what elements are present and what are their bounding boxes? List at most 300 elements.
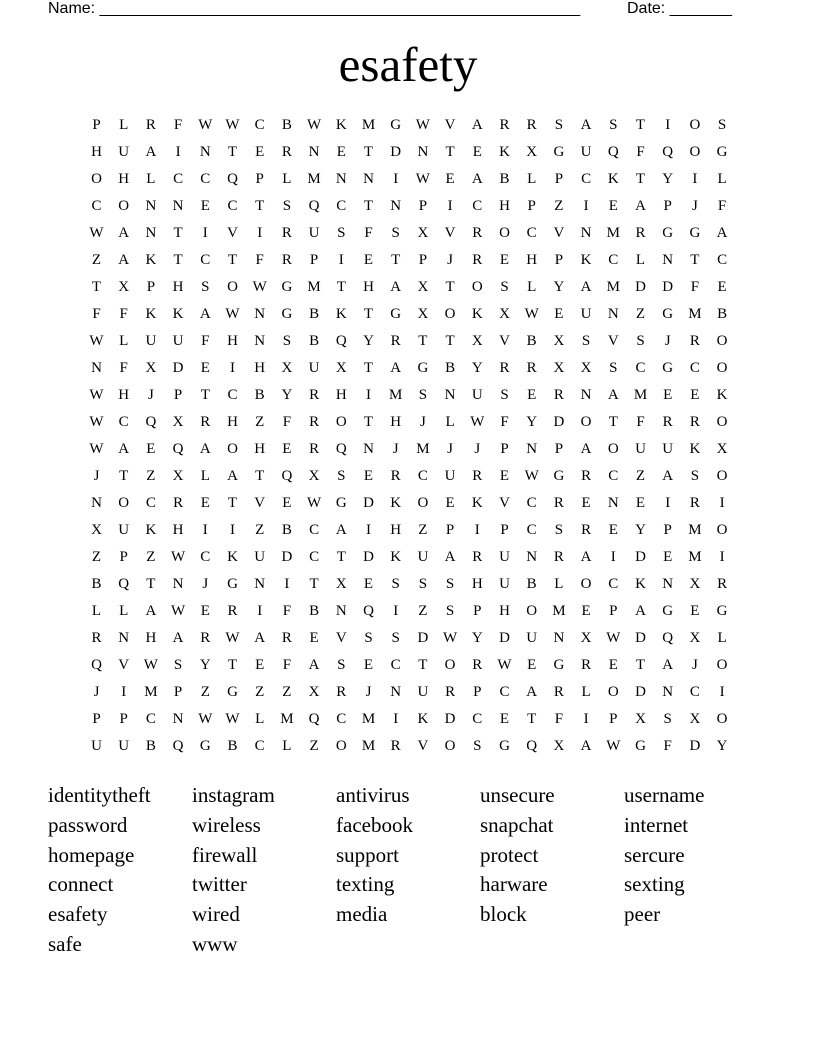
grid-letter[interactable]: O xyxy=(716,360,728,376)
grid-letter[interactable]: C xyxy=(526,495,537,511)
grid-letter[interactable]: L xyxy=(255,711,265,727)
grid-letter[interactable]: E xyxy=(200,360,210,376)
grid-letter[interactable]: L xyxy=(119,117,129,133)
grid-letter[interactable]: G xyxy=(716,144,728,160)
grid-letter[interactable]: Z xyxy=(146,549,156,565)
grid-letter[interactable]: T xyxy=(363,414,374,430)
grid-letter[interactable]: N xyxy=(662,684,674,700)
grid-letter[interactable]: L xyxy=(282,738,292,754)
grid-letter[interactable]: X xyxy=(553,333,565,349)
grid-letter[interactable]: Z xyxy=(146,468,156,484)
grid-letter[interactable]: P xyxy=(554,441,564,457)
grid-letter[interactable]: A xyxy=(390,279,402,295)
grid-letter[interactable]: N xyxy=(335,603,347,619)
grid-letter[interactable]: Q xyxy=(607,144,619,160)
grid-letter[interactable]: Q xyxy=(172,441,184,457)
grid-letter[interactable]: I xyxy=(583,711,589,727)
grid-letter[interactable]: N xyxy=(580,225,592,241)
grid-letter[interactable]: T xyxy=(200,387,210,403)
grid-letter[interactable]: Z xyxy=(635,306,646,322)
grid-letter[interactable]: R xyxy=(526,360,537,376)
grid-letter[interactable]: F xyxy=(282,414,292,430)
grid-letter[interactable]: T xyxy=(635,657,646,673)
grid-letter[interactable]: N xyxy=(363,171,374,187)
grid-letter[interactable]: C xyxy=(608,468,619,484)
grid-letter[interactable]: K xyxy=(335,306,347,322)
grid-letter[interactable]: I xyxy=(202,522,208,538)
grid-letter[interactable]: A xyxy=(580,549,592,565)
grid-letter[interactable]: F xyxy=(690,279,700,295)
grid-letter[interactable]: I xyxy=(719,495,725,511)
grid-letter[interactable]: M xyxy=(144,684,158,700)
grid-letter[interactable]: E xyxy=(363,252,374,268)
grid-letter[interactable]: Q xyxy=(91,657,102,673)
grid-letter[interactable]: P xyxy=(473,603,482,619)
grid-letter[interactable]: X xyxy=(308,684,320,700)
grid-letter[interactable]: P xyxy=(609,711,618,727)
grid-letter[interactable]: H xyxy=(390,414,402,430)
grid-letter[interactable]: U xyxy=(635,441,646,457)
grid-letter[interactable]: R xyxy=(472,657,483,673)
grid-letter[interactable]: J xyxy=(664,333,671,349)
grid-letter[interactable]: M xyxy=(361,711,376,727)
grid-letter[interactable]: G xyxy=(635,738,646,754)
grid-letter[interactable]: C xyxy=(91,198,102,214)
grid-letter[interactable]: X xyxy=(526,144,538,160)
grid-letter[interactable]: Y xyxy=(471,360,483,376)
grid-letter[interactable]: F xyxy=(282,657,292,673)
grid-letter[interactable]: I xyxy=(719,549,725,565)
date-field[interactable]: Date: _______ xyxy=(627,0,732,17)
grid-letter[interactable]: E xyxy=(499,711,510,727)
grid-letter[interactable]: I xyxy=(474,522,480,538)
grid-letter[interactable]: S xyxy=(717,117,727,133)
grid-letter[interactable]: E xyxy=(363,657,374,673)
grid-letter[interactable]: Z xyxy=(635,468,646,484)
grid-letter[interactable]: T xyxy=(173,252,183,268)
grid-letter[interactable]: R xyxy=(390,333,401,349)
grid-letter[interactable]: S xyxy=(554,522,564,538)
grid-letter[interactable]: R xyxy=(717,576,728,592)
grid-letter[interactable]: N xyxy=(172,711,184,727)
grid-letter[interactable]: R xyxy=(91,630,102,646)
grid-letter[interactable]: M xyxy=(361,117,376,133)
grid-letter[interactable]: A xyxy=(635,603,646,619)
grid-letter[interactable]: V xyxy=(499,333,510,349)
grid-letter[interactable]: M xyxy=(633,387,648,403)
grid-letter[interactable]: O xyxy=(444,657,456,673)
grid-letter[interactable]: S xyxy=(337,468,346,484)
grid-letter[interactable]: M xyxy=(606,279,620,295)
grid-letter[interactable]: P xyxy=(173,387,183,403)
grid-letter[interactable]: G xyxy=(227,576,238,592)
grid-letter[interactable]: C xyxy=(417,468,428,484)
grid-letter[interactable]: V xyxy=(118,657,130,673)
grid-letter[interactable]: A xyxy=(118,441,130,457)
grid-letter[interactable]: I xyxy=(284,576,290,592)
grid-letter[interactable]: J xyxy=(392,441,399,457)
grid-letter[interactable]: E xyxy=(499,252,510,268)
grid-letter[interactable]: U xyxy=(417,684,429,700)
grid-letter[interactable]: E xyxy=(554,306,564,322)
grid-letter[interactable]: S xyxy=(391,576,400,592)
grid-letter[interactable]: Y xyxy=(553,279,565,295)
grid-letter[interactable]: T xyxy=(690,252,700,268)
grid-letter[interactable]: N xyxy=(417,144,429,160)
grid-letter[interactable]: Z xyxy=(418,522,428,538)
grid-letter[interactable]: I xyxy=(338,252,344,268)
grid-letter[interactable]: N xyxy=(662,576,674,592)
grid-letter[interactable]: W xyxy=(225,630,240,646)
grid-letter[interactable]: Z xyxy=(309,738,319,754)
grid-letter[interactable]: F xyxy=(636,144,645,160)
grid-letter[interactable]: Z xyxy=(255,684,265,700)
grid-letter[interactable]: P xyxy=(554,252,564,268)
grid-letter[interactable]: J xyxy=(147,387,154,403)
grid-letter[interactable]: R xyxy=(499,117,510,133)
grid-letter[interactable]: W xyxy=(171,549,186,565)
grid-letter[interactable]: R xyxy=(309,414,320,430)
grid-letter[interactable]: T xyxy=(391,252,401,268)
grid-letter[interactable]: Y xyxy=(662,171,674,187)
grid-letter[interactable]: F xyxy=(282,603,292,619)
grid-letter[interactable]: X xyxy=(335,360,347,376)
grid-letter[interactable]: T xyxy=(445,144,455,160)
grid-letter[interactable]: S xyxy=(554,117,564,133)
grid-letter[interactable]: S xyxy=(473,738,482,754)
grid-letter[interactable]: E xyxy=(472,144,482,160)
grid-letter[interactable]: D xyxy=(363,495,374,511)
grid-letter[interactable]: E xyxy=(282,495,292,511)
grid-letter[interactable]: Y xyxy=(363,333,374,349)
grid-letter[interactable]: O xyxy=(118,495,130,511)
grid-letter[interactable]: H xyxy=(91,144,102,160)
grid-letter[interactable]: K xyxy=(172,306,184,322)
grid-letter[interactable]: X xyxy=(580,360,592,376)
grid-letter[interactable]: U xyxy=(499,549,510,565)
grid-letter[interactable]: B xyxy=(281,117,292,133)
grid-letter[interactable]: K xyxy=(607,171,619,187)
grid-letter[interactable]: I xyxy=(665,117,671,133)
grid-letter[interactable]: X xyxy=(689,711,701,727)
grid-letter[interactable]: H xyxy=(363,279,374,295)
grid-letter[interactable]: R xyxy=(472,549,483,565)
grid-letter[interactable]: P xyxy=(445,522,455,538)
grid-letter[interactable]: A xyxy=(118,252,130,268)
grid-letter[interactable]: L xyxy=(119,333,129,349)
grid-letter[interactable]: S xyxy=(201,279,210,295)
grid-letter[interactable]: S xyxy=(337,657,346,673)
grid-letter[interactable]: H xyxy=(145,630,157,646)
grid-letter[interactable]: W xyxy=(89,333,104,349)
grid-letter[interactable]: O xyxy=(580,414,592,430)
grid-letter[interactable]: B xyxy=(309,333,320,349)
grid-letter[interactable]: H xyxy=(227,414,238,430)
grid-letter[interactable]: C xyxy=(254,738,265,754)
grid-letter[interactable]: S xyxy=(418,387,428,403)
grid-letter[interactable]: M xyxy=(688,549,702,565)
grid-letter[interactable]: I xyxy=(393,603,399,619)
grid-letter[interactable]: E xyxy=(336,144,346,160)
grid-letter[interactable]: L xyxy=(91,603,102,619)
grid-letter[interactable]: Q xyxy=(308,198,320,214)
grid-letter[interactable]: N xyxy=(254,306,266,322)
grid-letter[interactable]: G xyxy=(716,603,728,619)
grid-letter[interactable]: E xyxy=(146,441,156,457)
grid-letter[interactable]: N xyxy=(662,252,674,268)
grid-letter[interactable]: U xyxy=(662,441,674,457)
grid-letter[interactable]: T xyxy=(336,279,346,295)
grid-letter[interactable]: A xyxy=(662,657,674,673)
grid-letter[interactable]: W xyxy=(307,117,322,133)
grid-letter[interactable]: A xyxy=(716,225,728,241)
grid-letter[interactable]: O xyxy=(444,738,456,754)
grid-letter[interactable]: E xyxy=(608,657,618,673)
grid-letter[interactable]: G xyxy=(662,306,674,322)
grid-letter[interactable]: L xyxy=(717,171,727,187)
grid-letter[interactable]: T xyxy=(91,279,102,295)
grid-letter[interactable]: M xyxy=(688,306,702,322)
grid-letter[interactable]: K xyxy=(390,549,402,565)
grid-letter[interactable]: F xyxy=(201,333,210,349)
grid-letter[interactable]: N xyxy=(172,576,184,592)
grid-letter[interactable]: K xyxy=(335,117,347,133)
grid-letter[interactable]: G xyxy=(662,603,674,619)
grid-letter[interactable]: V xyxy=(444,117,456,133)
grid-letter[interactable]: X xyxy=(417,279,429,295)
grid-letter[interactable]: E xyxy=(690,603,700,619)
grid-letter[interactable]: C xyxy=(309,549,320,565)
grid-letter[interactable]: W xyxy=(225,711,240,727)
grid-letter[interactable]: G xyxy=(662,225,674,241)
grid-letter[interactable]: L xyxy=(581,684,591,700)
grid-letter[interactable]: Q xyxy=(662,630,674,646)
grid-letter[interactable]: X xyxy=(417,225,429,241)
grid-letter[interactable]: F xyxy=(554,711,564,727)
grid-letter[interactable]: T xyxy=(309,576,319,592)
grid-letter[interactable]: P xyxy=(173,684,183,700)
grid-letter[interactable]: E xyxy=(527,657,537,673)
grid-letter[interactable]: K xyxy=(417,711,429,727)
grid-letter[interactable]: V xyxy=(553,225,565,241)
grid-letter[interactable]: N xyxy=(580,387,592,403)
grid-letter[interactable]: F xyxy=(119,306,128,322)
grid-letter[interactable]: K xyxy=(145,522,157,538)
grid-letter[interactable]: Z xyxy=(200,684,210,700)
grid-letter[interactable]: N xyxy=(363,441,374,457)
grid-letter[interactable]: G xyxy=(227,684,238,700)
grid-letter[interactable]: O xyxy=(335,738,347,754)
grid-letter[interactable]: C xyxy=(145,495,156,511)
grid-letter[interactable]: W xyxy=(252,279,267,295)
grid-letter[interactable]: V xyxy=(254,495,266,511)
grid-letter[interactable]: F xyxy=(119,360,128,376)
grid-letter[interactable]: G xyxy=(689,225,701,241)
grid-letter[interactable]: W xyxy=(443,630,458,646)
grid-letter[interactable]: H xyxy=(526,252,538,268)
grid-letter[interactable]: P xyxy=(663,522,672,538)
grid-letter[interactable]: N xyxy=(335,171,347,187)
grid-letter[interactable]: W xyxy=(89,441,104,457)
grid-letter[interactable]: L xyxy=(527,171,537,187)
grid-letter[interactable]: U xyxy=(118,144,130,160)
grid-letter[interactable]: C xyxy=(309,522,320,538)
grid-letter[interactable]: P xyxy=(554,171,564,187)
grid-letter[interactable]: S xyxy=(581,333,591,349)
grid-letter[interactable]: D xyxy=(363,549,374,565)
grid-letter[interactable]: X xyxy=(499,306,510,322)
grid-letter[interactable]: I xyxy=(665,495,671,511)
grid-letter[interactable]: G xyxy=(390,117,402,133)
grid-letter[interactable]: O xyxy=(91,171,102,187)
grid-letter[interactable]: L xyxy=(146,171,156,187)
grid-letter[interactable]: E xyxy=(363,576,374,592)
grid-letter[interactable]: D xyxy=(635,549,646,565)
grid-letter[interactable]: W xyxy=(470,414,485,430)
grid-letter[interactable]: G xyxy=(390,306,402,322)
grid-letter[interactable]: C xyxy=(608,576,619,592)
grid-letter[interactable]: R xyxy=(472,468,483,484)
grid-letter[interactable]: G xyxy=(417,360,429,376)
grid-letter[interactable]: W xyxy=(524,306,539,322)
grid-letter[interactable]: W xyxy=(415,171,430,187)
grid-letter[interactable]: P xyxy=(500,522,509,538)
grid-letter[interactable]: O xyxy=(689,117,701,133)
grid-letter[interactable]: U xyxy=(580,306,592,322)
grid-letter[interactable]: C xyxy=(689,684,700,700)
grid-letter[interactable]: T xyxy=(173,225,183,241)
grid-letter[interactable]: X xyxy=(172,468,184,484)
grid-letter[interactable]: R xyxy=(336,684,347,700)
grid-letter[interactable]: A xyxy=(254,630,266,646)
grid-letter[interactable]: F xyxy=(255,252,264,268)
grid-letter[interactable]: E xyxy=(527,387,537,403)
grid-letter[interactable]: H xyxy=(118,387,130,403)
grid-letter[interactable]: A xyxy=(471,117,483,133)
grid-letter[interactable]: A xyxy=(580,441,592,457)
grid-letter[interactable]: L xyxy=(635,252,646,268)
grid-letter[interactable]: J xyxy=(419,414,426,430)
grid-letter[interactable]: T xyxy=(635,171,646,187)
grid-letter[interactable]: Q xyxy=(363,603,374,619)
grid-letter[interactable]: E xyxy=(581,603,591,619)
grid-letter[interactable]: J xyxy=(93,468,100,484)
grid-letter[interactable]: G xyxy=(199,738,211,754)
grid-letter[interactable]: U xyxy=(254,549,266,565)
grid-letter[interactable]: N xyxy=(145,225,157,241)
grid-letter[interactable]: T xyxy=(363,198,374,214)
grid-letter[interactable]: C xyxy=(717,252,728,268)
grid-letter[interactable]: P xyxy=(500,441,509,457)
grid-letter[interactable]: Q xyxy=(227,171,238,187)
grid-letter[interactable]: D xyxy=(499,630,510,646)
grid-letter[interactable]: G xyxy=(281,306,293,322)
grid-letter[interactable]: R xyxy=(553,684,564,700)
grid-letter[interactable]: Q xyxy=(281,468,293,484)
grid-letter[interactable]: P xyxy=(609,603,618,619)
grid-letter[interactable]: X xyxy=(417,306,429,322)
grid-letter[interactable]: N xyxy=(308,144,320,160)
grid-letter[interactable]: J xyxy=(447,441,454,457)
grid-letter[interactable]: H xyxy=(254,441,266,457)
grid-letter[interactable]: B xyxy=(526,333,537,349)
grid-letter[interactable]: W xyxy=(89,387,104,403)
grid-letter[interactable]: N xyxy=(118,630,130,646)
grid-letter[interactable]: F xyxy=(663,738,672,754)
grid-letter[interactable]: E xyxy=(200,603,210,619)
grid-letter[interactable]: R xyxy=(309,441,320,457)
grid-letter[interactable]: R xyxy=(227,603,238,619)
grid-letter[interactable]: T xyxy=(418,333,428,349)
grid-letter[interactable]: T xyxy=(445,333,455,349)
grid-letter[interactable]: R xyxy=(309,387,320,403)
grid-letter[interactable]: U xyxy=(308,225,320,241)
grid-letter[interactable]: D xyxy=(662,279,674,295)
grid-letter[interactable]: G xyxy=(553,468,565,484)
grid-letter[interactable]: L xyxy=(200,468,210,484)
grid-letter[interactable]: K xyxy=(227,549,238,565)
grid-letter[interactable]: L xyxy=(282,171,292,187)
grid-letter[interactable]: Z xyxy=(554,198,564,214)
grid-letter[interactable]: G xyxy=(553,657,565,673)
grid-letter[interactable]: O xyxy=(716,414,728,430)
grid-letter[interactable]: C xyxy=(200,252,211,268)
grid-letter[interactable]: N xyxy=(254,576,266,592)
grid-letter[interactable]: N xyxy=(172,198,184,214)
grid-letter[interactable]: O xyxy=(607,441,619,457)
grid-letter[interactable]: A xyxy=(526,684,538,700)
grid-letter[interactable]: L xyxy=(554,576,564,592)
grid-letter[interactable]: T xyxy=(527,711,537,727)
grid-letter[interactable]: R xyxy=(390,468,401,484)
grid-letter[interactable]: S xyxy=(391,630,400,646)
grid-letter[interactable]: W xyxy=(307,495,322,511)
grid-letter[interactable]: I xyxy=(393,711,399,727)
grid-letter[interactable]: E xyxy=(255,657,265,673)
grid-letter[interactable]: S xyxy=(282,333,292,349)
grid-letter[interactable]: I xyxy=(366,522,371,538)
grid-letter[interactable]: T xyxy=(227,657,238,673)
grid-letter[interactable]: O xyxy=(607,684,619,700)
grid-letter[interactable]: A xyxy=(580,117,592,133)
grid-letter[interactable]: C xyxy=(200,171,211,187)
grid-letter[interactable]: Y xyxy=(471,630,483,646)
grid-letter[interactable]: E xyxy=(499,468,510,484)
grid-letter[interactable]: M xyxy=(307,279,321,295)
grid-letter[interactable]: Q xyxy=(172,738,184,754)
grid-letter[interactable]: B xyxy=(717,306,728,322)
grid-letter[interactable]: B xyxy=(309,603,320,619)
grid-letter[interactable]: C xyxy=(581,171,592,187)
grid-letter[interactable]: C xyxy=(254,117,265,133)
grid-letter[interactable]: S xyxy=(364,630,373,646)
grid-letter[interactable]: M xyxy=(280,711,294,727)
grid-letter[interactable]: M xyxy=(416,441,430,457)
grid-letter[interactable]: U xyxy=(444,468,456,484)
grid-letter[interactable]: B xyxy=(227,738,238,754)
grid-letter[interactable]: J xyxy=(447,252,454,268)
grid-letter[interactable]: D xyxy=(689,738,701,754)
grid-letter[interactable]: D xyxy=(444,711,456,727)
grid-letter[interactable]: I xyxy=(583,198,589,214)
grid-letter[interactable]: Y xyxy=(281,387,293,403)
grid-letter[interactable]: Q xyxy=(308,711,320,727)
grid-letter[interactable]: O xyxy=(526,603,538,619)
grid-letter[interactable]: N xyxy=(553,630,565,646)
grid-letter[interactable]: T xyxy=(418,657,428,673)
grid-letter[interactable]: N xyxy=(145,198,157,214)
grid-letter[interactable]: S xyxy=(445,603,455,619)
